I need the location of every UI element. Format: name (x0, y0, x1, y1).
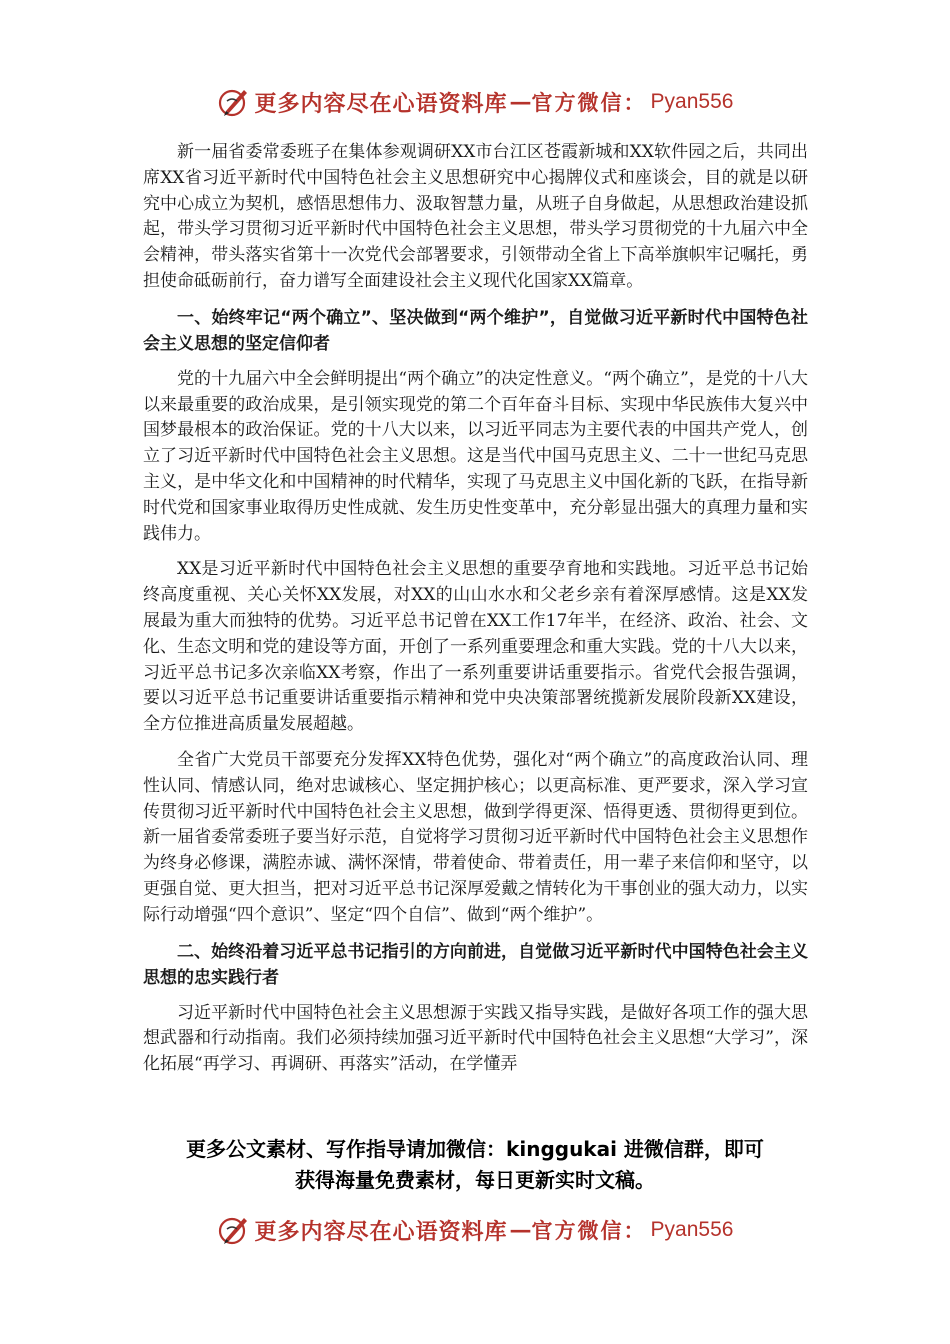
footer-separator: — (509, 1217, 532, 1243)
pen-logo-icon (217, 85, 251, 119)
body-paragraph: XX是习近平新时代中国特色社会主义思想的重要孕育地和实践地。习近平总书记始终高度重视、关心关怀XX发展，对XX的山山水水和父老乡亲有着深厚感情。这是XX发展最为重大而独特的优势。习近平总书记曾在XX工作17年半，在经济、政治、社会、文化、生态文明和党的建设等方面，开创了一系列重要理念和重大实践。党的十八大以来，习近平总书记多次亲临XX考察，作出了一系列重要讲话重要指示。省党代会报告强调，要以习近平总书记重要讲话重要指示精神和党中央决策部署统揽新发展阶段新XX建设，全方位推进高质量发展超越。 (143, 559, 808, 735)
body-paragraph: 全省广大党员干部要充分发挥XX特色优势，强化对“两个确立”的高度政治认同、理性认同、情感认同，绝对忠诚核心、坚定拥护核心；以更高标准、更严要求，深入学习宣传贯彻习近平新时代中国特色社会主义思想，做到学得更深、悟得更透、贯彻得更到位。新一届省委常委班子要当好示范，自觉将学习贯彻习近平新时代中国特色社会主义思想作为终身必修课，满腔赤诚、满怀深情，带着使命、带着责任，用一辈子来信仰和坚守，以更强自觉、更大担当，把对习近平总书记深厚爱戴之情转化为干事创业的强大动力，以实际行动增强“四个意识”、坚定“四个自信”、做到“两个维护”。 (143, 749, 808, 925)
header-wechat-label: 官方微信： (531, 90, 647, 115)
promo-line-1: 更多公文素材、写作指导请加微信：kinggukai 进微信群，即可 (186, 1137, 764, 1161)
promo-line-2: 获得海量免费素材，每日更新实时文稿。 (295, 1168, 655, 1192)
body-paragraph: 党的十九届六中全会鲜明提出“两个确立”的决定性意义。“两个确立”，是党的十八大以来最重要的政治成果，是引领实现党的第二个百年奋斗目标、实现中华民族伟大复兴中国梦最根本的政治保证。党的十八大以来，以习近平同志为主要代表的中国共产党人，创立了习近平新时代中国特色社会主义思想。这是当代中国马克思主义、二十一世纪马克思主义，是中华文化和中国精神的时代精华，实现了马克思主义中国化新的飞跃，在指导新时代党和国家事业取得历史性成就、发生历史性变革中，充分彰显出强大的真理力量和实践伟力。 (143, 368, 808, 544)
section-heading-1: 一、始终牢记“两个确立”、坚决做到“两个维护”，自觉做习近平新时代中国特色社会主义思想的坚定信仰者 (143, 307, 808, 354)
footer-wechat-id: Pyan556 (650, 1218, 734, 1241)
intro-paragraph: 新一届省委常委班子在集体参观调研XX市台江区苍霞新城和XX软件园之后，共同出席XX省习近平新时代中国特色社会主义思想研究中心揭牌仪式和座谈会，目的就是以研究中心成立为契机，感悟思想伟力、汲取智慧力量，从班子自身做起，从思想政治建设抓起，带头学习贯彻习近平新时代中国特色社会主义思想，带头学习贯彻党的十九届六中全会精神，带头落实省第十一次党代会部署要求，引领带动全省上下高举旗帜牢记嘱托，勇担使命砥砺前行，奋力谱写全面建设社会主义现代化国家XX篇章。 (143, 142, 808, 291)
header-banner (0, 82, 950, 122)
section-heading-2: 二、始终沿着习近平总书记指引的方向前进，自觉做习近平新时代中国特色社会主义思想的忠实践行者 (143, 941, 808, 988)
footer-wechat-label: 官方微信： (531, 1218, 647, 1243)
pen-logo-icon (217, 1213, 251, 1247)
footer-banner (0, 1210, 950, 1250)
header-separator: — (509, 89, 532, 115)
document-body (143, 140, 808, 1088)
body-paragraph: 习近平新时代中国特色社会主义思想源于实践又指导实践，是做好各项工作的强大思想武器和行动指南。我们必须持续加强习近平新时代中国特色社会主义思想“大学习”，深化拓展“再学习、再调研、再落实”活动，在学懂弄 (143, 1002, 808, 1075)
footer-brand-text: 更多内容尽在心语资料库 (254, 1218, 508, 1245)
header-wechat-id: Pyan556 (650, 90, 734, 113)
promo-notice (140, 1134, 810, 1196)
header-brand-text: 更多内容尽在心语资料库 (254, 90, 508, 117)
